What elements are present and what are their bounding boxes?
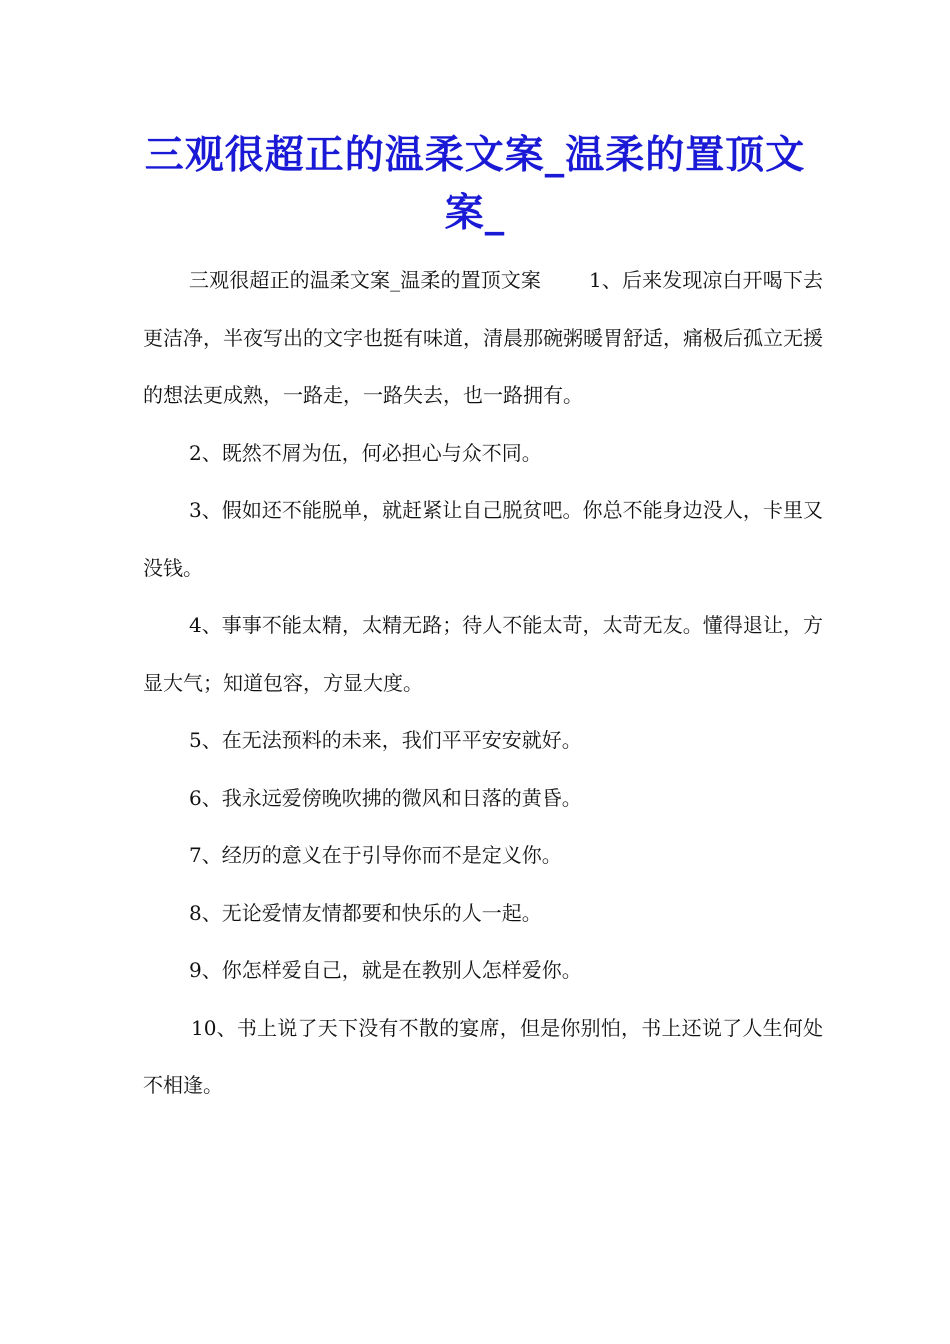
list-item-8: 8、无论爱情友情都要和快乐的人一起。 [189, 900, 542, 925]
list-item-9: 9、你怎样爱自己，就是在教别人怎样爱你。 [189, 958, 582, 982]
list-item-10: 10、书上说了天下没有不散的宴席，但是你别怕，书上还说了人生何处不相逢。 [143, 1015, 823, 1097]
document-title: 三观很超正的温柔文案_温柔的置顶文案_ [144, 132, 806, 236]
list-item-7: 7、经历的意义在于引导你而不是定义你。 [189, 843, 562, 867]
list-item-6: 6、我永远爱傍晚吹拂的微风和日落的黄昏。 [189, 785, 582, 810]
list-item-2: 2、既然不屑为伍，何必担心与众不同。 [189, 440, 542, 465]
intro-heading: 三观很超正的温柔文案_温柔的置顶文案 [189, 268, 542, 292]
list-item-5: 5、在无法预料的未来，我们平平安安就好。 [189, 728, 582, 752]
list-item-4: 4、事事不能太精，太精无路；待人不能太苛，太苛无友。懂得退让，方显大气；知道包容，方显大度。 [143, 613, 823, 695]
list-item-1: 1、后来发现凉白开喝下去更洁净，半夜写出的文字也挺有味道，清晨那碗粥暖胃舒适，痛极后孤立无援的想法更成熟，一路走，一路失去，也一路拥有。 [143, 268, 823, 407]
first-paragraph [143, 252, 823, 425]
document-body [143, 252, 823, 1115]
list-item-3: 3、假如还不能脱单，就赶紧让自己脱贫吧。你总不能身边没人，卡里又没钱。 [143, 498, 823, 580]
